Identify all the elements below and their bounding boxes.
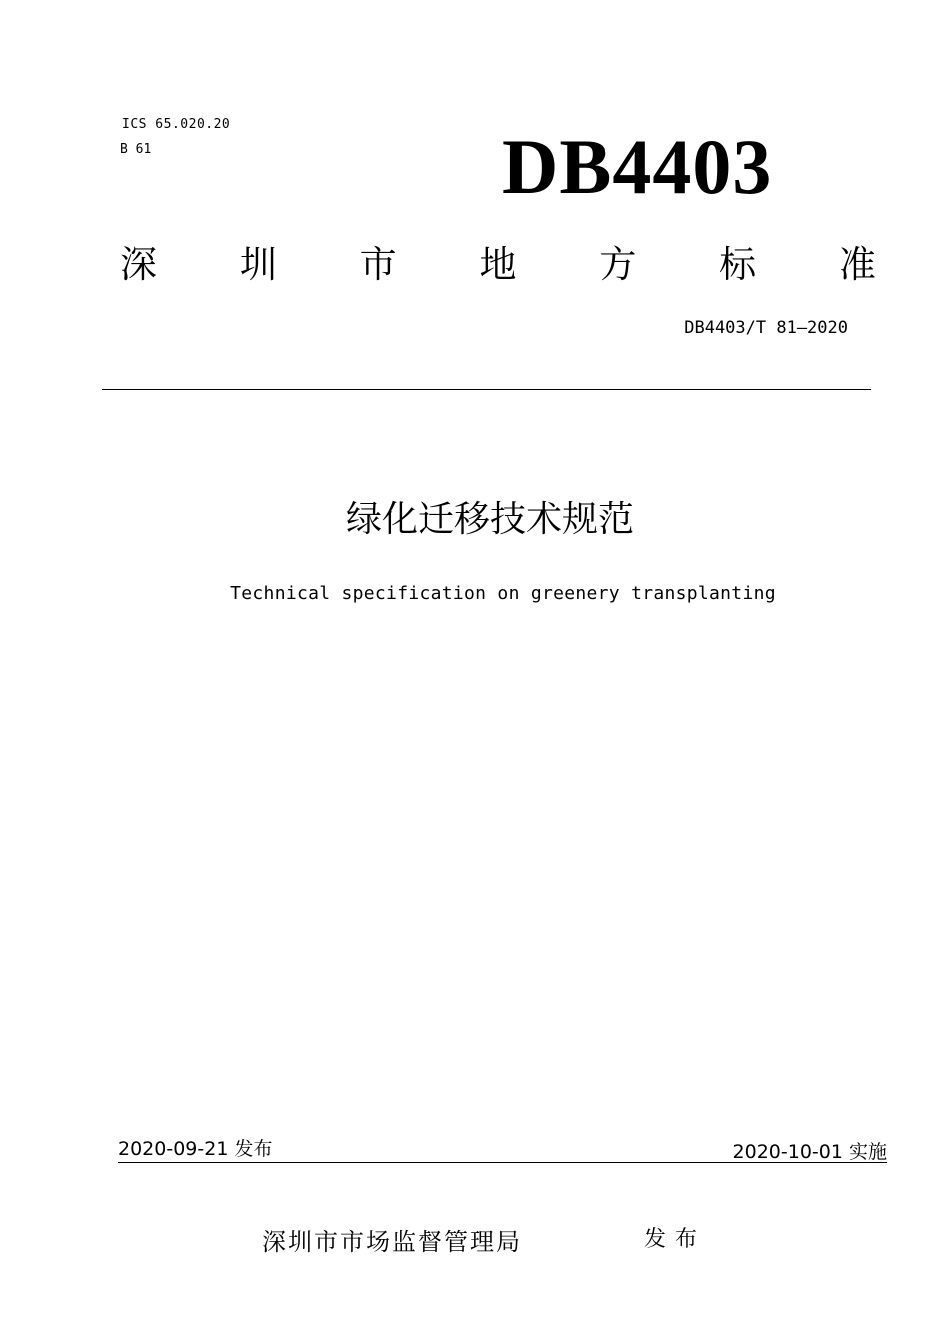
document-title-english: Technical specification on greenery transplanting [230,583,776,604]
standard-type-heading [120,240,876,290]
ccs-code: B 61 [120,142,152,157]
standard-type-char: 地 [479,243,517,286]
issue-date: 2020-09-21 发布 [118,1138,273,1160]
standard-type-char: 准 [838,243,876,286]
standard-type-char: 深 [120,243,157,286]
bottom-divider [118,1162,887,1163]
ics-code: ICS 65.020.20 [122,117,231,132]
standard-type-char: 方 [599,243,637,286]
publish-label: 发布 [644,1227,707,1252]
standard-type-char: 圳 [239,243,277,286]
standard-type-char: 标 [719,243,757,286]
top-divider [102,389,871,390]
publisher-name: 深圳市市场监督管理局 [262,1228,522,1256]
standard-type-char: 市 [359,243,397,286]
standard-logo: DB4403 [502,123,773,210]
standard-number: DB4403/T 81—2020 [684,318,848,338]
document-title-chinese: 绿化迁移技术规范 [345,499,634,540]
implementation-date: 2020-10-01 实施 [732,1141,887,1163]
